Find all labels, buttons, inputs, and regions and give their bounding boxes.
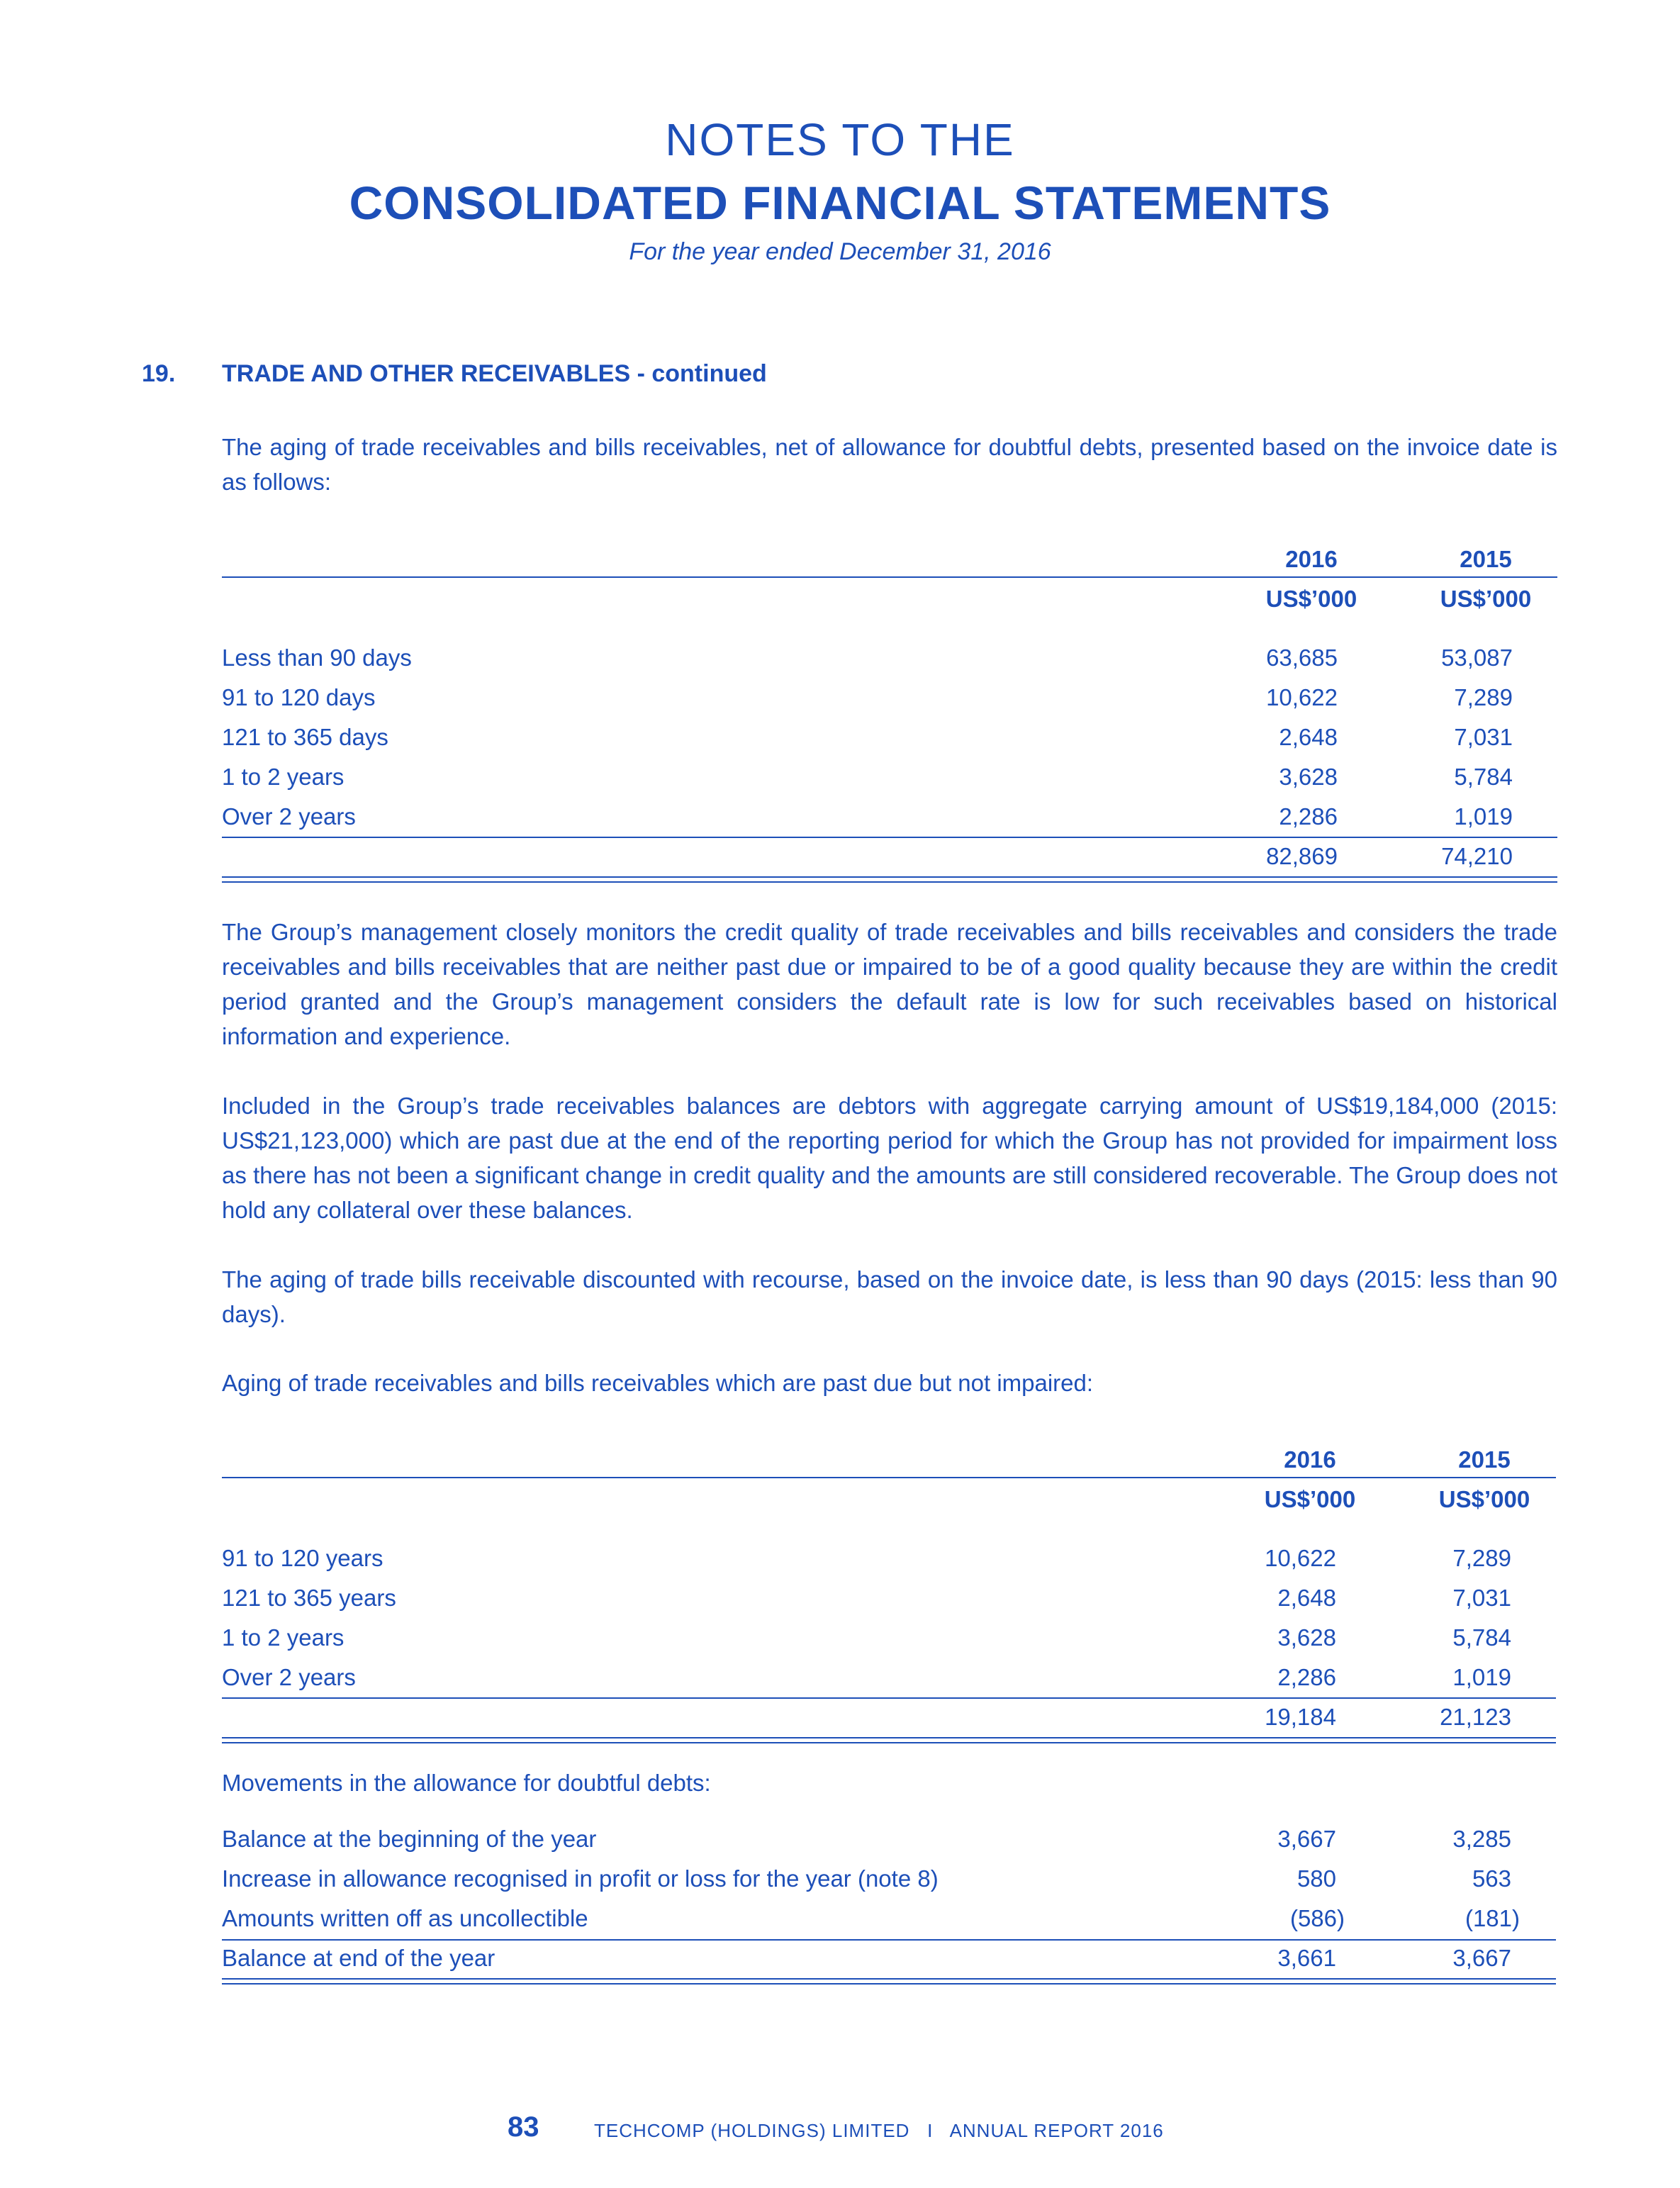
total-double-rule [222,876,1557,883]
value-2015: 53,087 [1441,644,1513,671]
section-number: 19. [142,360,176,387]
value-2015: 1,019 [1454,803,1513,830]
table-row [222,724,1557,764]
value-2015: 7,031 [1452,1585,1511,1611]
value-2015: 5,784 [1452,1624,1511,1651]
total-2016: 19,184 [1265,1704,1336,1730]
total-2016: 82,869 [1266,843,1338,869]
row-label: Over 2 years [222,803,356,830]
row-label: Less than 90 days [222,644,412,671]
header-rule [222,576,1557,578]
table-row [222,644,1557,684]
total-double-rule [222,1978,1556,1985]
col-header-2015: 2015 [1458,1446,1511,1473]
table-row [222,1865,1557,1905]
value-2016: 2,648 [1277,1585,1336,1611]
page-number: 83 [508,2111,539,2143]
value-2015: 7,289 [1452,1545,1511,1571]
value-2015: 7,031 [1454,724,1513,750]
value-2016: 2,286 [1279,803,1338,830]
paragraph-discounted: The aging of trade bills receivable discounted with recourse, based on the invoice date, is less than 90 days (2015: less than 90 days). [222,1266,1557,1327]
value-2016: 3,628 [1279,764,1338,790]
row-label: 121 to 365 years [222,1585,396,1611]
total-2015: 74,210 [1441,843,1513,869]
paragraph-intro-aging: The aging of trade receivables and bills receivables, net of allowance for doubtful debts, presented based on the invoice date is as follows: [222,434,1557,495]
subtotal-rule [222,1939,1556,1941]
value-2015: 7,289 [1454,684,1513,710]
paragraph-movements-intro: Movements in the allowance for doubtful debts: [222,1770,711,1796]
col-header-2015: 2015 [1460,546,1512,572]
value-2016: (586) [1289,1905,1345,1931]
total-2015: 21,123 [1440,1704,1511,1730]
row-label: Balance at the beginning of the year [222,1826,597,1852]
value-2015: 1,019 [1452,1664,1511,1690]
footer-text: TECHCOMP (HOLDINGS) LIMITED I ANNUAL REPORT 2016 [594,2120,1164,2141]
row-label: Increase in allowance recognised in profit or loss for the year (note 8) [222,1865,939,1892]
row-label: 121 to 365 days [222,724,388,750]
value-2015: (181) [1465,1905,1520,1931]
col-unit-2016: US$’000 [1265,586,1357,612]
row-label: Amounts written off as uncollectible [222,1905,588,1931]
header-line1: NOTES TO THE [665,114,1015,165]
value-2016: 10,622 [1265,1545,1336,1571]
subtotal-rule [222,837,1557,838]
value-2016: 10,622 [1266,684,1338,710]
value-2015: 563 [1472,1865,1511,1892]
table-row [222,1545,1557,1585]
section-title: TRADE AND OTHER RECEIVABLES - continued [222,360,767,387]
table-row [222,764,1557,803]
table-row [222,684,1557,724]
row-label: 91 to 120 years [222,1545,383,1571]
header-title: CONSOLIDATED FINANCIAL STATEMENTS [349,177,1331,229]
row-label: 1 to 2 years [222,1624,345,1651]
value-2016: 2,286 [1277,1664,1336,1690]
header-period: For the year ended December 31, 2016 [629,238,1051,265]
value-2016: 580 [1297,1865,1336,1892]
table-row [222,1826,1557,1865]
row-label: Over 2 years [222,1664,356,1690]
row-label: 1 to 2 years [222,764,345,790]
col-unit-2015: US$’000 [1440,586,1532,612]
paragraph-past-due: Included in the Group’s trade receivables balances are debtors with aggregate carrying amount of US$19,184,000 (2015: US$21,123,000) which are past due at the end of the reporting period for which the Group has not provided for impairment loss as there has not been a significant change in credit quality and the amounts are still considered recoverable. The Group does not hold any collateral over these balances. [222,1093,1557,1223]
row-label: 91 to 120 days [222,684,376,710]
row-label: Balance at end of the year [222,1945,495,1971]
paragraph-credit-quality: The Group’s management closely monitors the credit quality of trade receivables and bills receivables and considers the trade receivables and bills receivables that are neither past due or impaired to be of a good quality because they are within the credit period granted and the Group’s management considers the default rate is low for such receivables based on historical information and experience. [222,919,1557,1049]
value-2015: 5,784 [1454,764,1513,790]
value-2016: 63,685 [1266,644,1338,671]
table-row [222,1585,1557,1624]
col-unit-2016: US$’000 [1264,1486,1356,1512]
col-header-2016: 2016 [1284,1446,1336,1473]
paragraph-past-due-intro: Aging of trade receivables and bills receivables which are past due but not impaired: [222,1370,1094,1396]
value-2016: 3,667 [1277,1826,1336,1852]
value-2015: 3,285 [1452,1826,1511,1852]
value-2016: 3,628 [1277,1624,1336,1651]
col-header-2016: 2016 [1285,546,1338,572]
total-2016: 3,661 [1277,1945,1336,1971]
total-2015: 3,667 [1452,1945,1511,1971]
subtotal-rule [222,1697,1556,1699]
col-unit-2015: US$’000 [1438,1486,1530,1512]
header-rule [222,1477,1556,1478]
value-2016: 2,648 [1279,724,1338,750]
table-row [222,1624,1557,1664]
total-double-rule [222,1737,1556,1743]
